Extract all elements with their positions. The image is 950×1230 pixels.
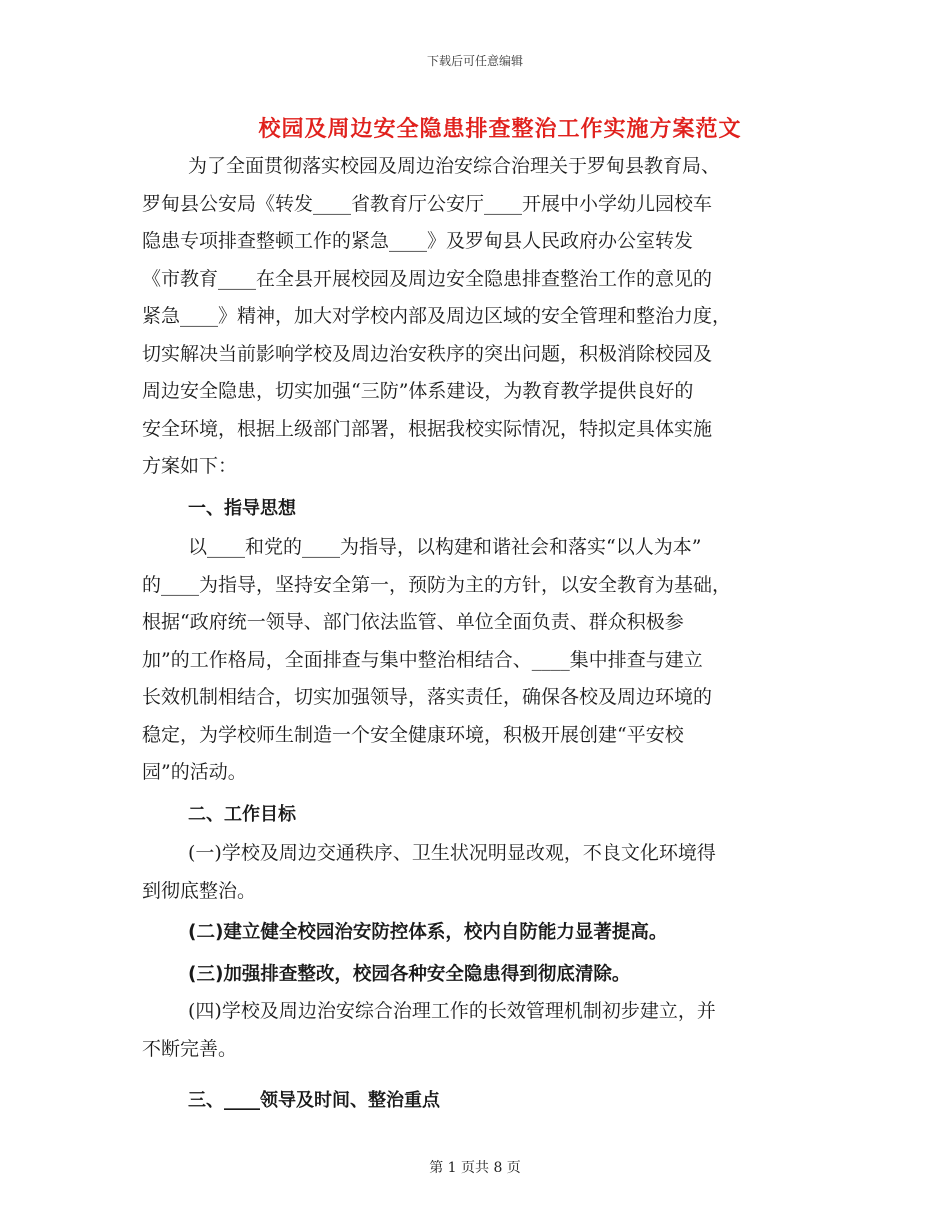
paragraph-line: 切实解决当前影响学校及周边治安秩序的突出问题，积极消除校园及 (142, 342, 713, 365)
page-footer: 第 1 页共 8 页 (429, 1160, 521, 1176)
paragraph-line: 长效机制相结合，切实加强领导，落实责任，确保各校及周边环境的 (142, 686, 713, 708)
paragraph-line: 罗甸县公安局《转发____省教育厅公安厅____开展中小学幼儿园校车 (142, 192, 713, 215)
header-note: 下载后可任意编辑 (426, 54, 523, 68)
paragraph-line: 稳定，为学校师生制造一个安全健康环境，积极开展创建“平安校 (142, 723, 684, 746)
paragraph-line: 方案如下： (142, 455, 238, 477)
paragraph-line: 的____为指导，坚持安全第一，预防为主的方针，以安全教育为基础， (142, 573, 732, 596)
section-heading-work-goals: 二、工作目标 (188, 803, 296, 825)
goal-item-3: (三)加强排查整改，校园各种安全隐患得到彻底清除。 (188, 963, 631, 985)
goal-item-4 (142, 993, 810, 1068)
document-title: 校园及周边安全隐患排查整治工作实施方案范文 (258, 116, 742, 142)
paragraph-line: 以____和党的____为指导，以构建和谐社会和落实“以人为本” (188, 536, 702, 558)
section-heading-leadership: 三、____领导及时间、整治重点 (188, 1090, 440, 1111)
paragraph-line: 《市教育____在全县开展校园及周边安全隐患排查整治工作的意见的 (142, 267, 713, 290)
paragraph-line: 安全环境，根据上级部门部署，根据我校实际情况，特拟定具体实施 (142, 417, 713, 440)
goal-item-2: (二)建立健全校园治安防控体系，校内自防能力显著提高。 (188, 922, 668, 943)
paragraph-line: 根据“政府统一领导、部门依法监管、单位全面负责、群众积极参 (142, 611, 684, 633)
intro-paragraph (142, 148, 810, 486)
section-heading-guiding-thought: 一、指导思想 (188, 497, 296, 519)
guiding-thought-paragraph (142, 529, 810, 792)
paragraph-line: 隐患专项排查整顿工作的紧急____》及罗甸县人民政府办公室转发 (142, 230, 694, 252)
paragraph-line: 加”的工作格局，全面排查与集中整治相结合、____集中排查与建立 (142, 648, 703, 671)
goal-item-1 (142, 835, 810, 910)
paragraph-line: 紧急____》精神，加大对学校内部及周边区域的安全管理和整治力度， (142, 305, 732, 327)
paragraph-line: 周边安全隐患，切实加强“三防”体系建设，为教育教学提供良好的 (142, 380, 694, 402)
paragraph-line: 园”的活动。 (142, 761, 247, 783)
paragraph-line: 到彻底整治。 (142, 879, 257, 902)
paragraph-line: 为了全面贯彻落实校园及周边治安综合治理关于罗甸县教育局、 (188, 155, 721, 177)
paragraph-line: 不断完善。 (142, 1037, 238, 1060)
spacer (142, 1068, 810, 1078)
paragraph-line: (四)学校及周边治安综合治理工作的长效管理机制初步建立，并 (188, 1000, 716, 1022)
document-body (142, 148, 810, 1122)
paragraph-line: (一)学校及周边交通秩序、卫生状况明显改观，不良文化环境得 (188, 842, 716, 864)
